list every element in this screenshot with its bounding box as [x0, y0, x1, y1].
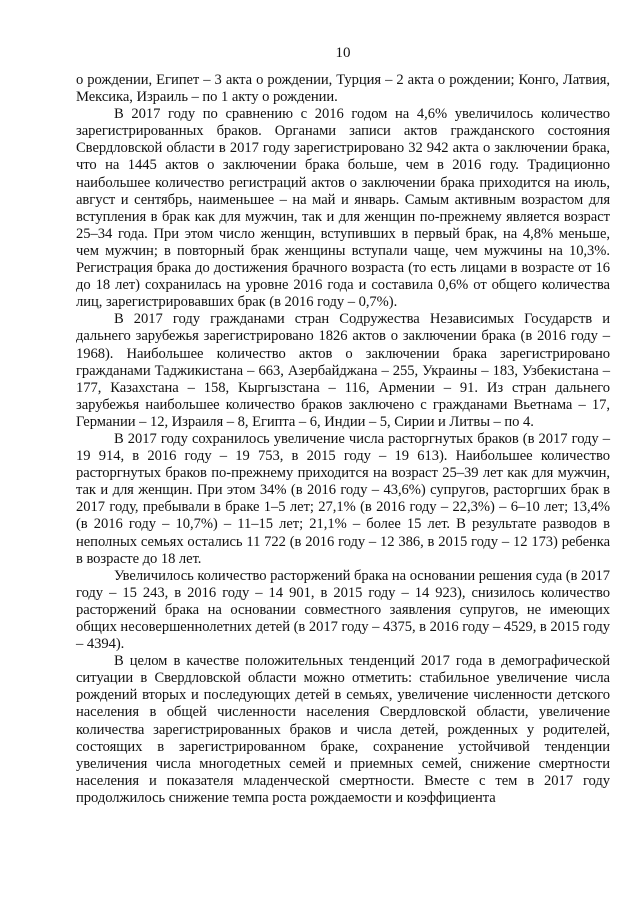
paragraph-continuation: о рождении, Египет – 3 акта о рождении, Турция – 2 акта о рождении; Конго, Латвия, Мексика, Израиль – по 1 акту о рождении. [76, 72, 610, 106]
paragraph-marriages-2017: В 2017 году по сравнению с 2016 годом на 4,6% увеличилось количество зарегистрированных браков. Органами записи актов гражданского состояния Свердловской области в 2017 году зарегистрировано 32 942 акта о заключении брака, что на 1445 актов о заключении брака больше, чем в 2016 году. Традиционно наибольшее количество регистраций актов о заключении брака приходится на июль, август и сентябрь, наименьшее – на май и январь. Самым активным возрастом для вступления в брак как для мужчин, так и для женщин по-прежнему является возраст 25–34 года. При этом число женщин, вступивших в первый брак, на 4,8% меньше, чем мужчин; в повторный брак женщины вступали чаще, чем мужчины на 10,3%. Регистрация брака до достижения брачного возраста (то есть лицами в возрасте от 16 до 18 лет) сохранилась на уровне 2016 года и составила 0,6% от общего количества лиц, зарегистрировавших брак (в 2016 году – 0,7%). [76, 106, 610, 311]
paragraph-foreign-marriages: В 2017 году гражданами стран Содружества Независимых Государств и дальнего зарубежья зарегистрировано 1826 актов о заключении брака (в 2016 году – 1968). Наибольшее количество актов о заключении брака зарегистрировано гражданами Таджикистана – 663, Азербайджана – 255, Украины – 183, Узбекистана – 177, Казахстана – 158, Кыргызстана – 116, Армении – 91. Из стран дальнего зарубежья наибольшее количество браков заключено с гражданами Вьетнама – 17, Германии – 12, Израиля – 8, Египта – 6, Индии – 5, Сирии и Литвы – по 4. [76, 311, 610, 430]
paragraph-divorces: В 2017 году сохранилось увеличение числа расторгнутых браков (в 2017 году – 19 914, в 2016 году – 19 753, в 2015 году – 19 613). Наибольшее количество расторгнутых браков по-прежнему приходится на возраст 25–39 лет как для мужчин, так и для женщин. При этом 34% (в 2016 году – 43,6%) супругов, расторгших брак в 2017 году, пребывали в браке 1–5 лет; 27,1% (в 2016 году – 22,3%) – 6–10 лет; 13,4% (в 2016 году – 10,7%) – 11–15 лет; 21,1% – более 15 лет. В результате разводов в неполных семьях остались 11 722 (в 2016 году – 12 386, в 2015 году – 12 173) ребенка в возрасте до 18 лет. [76, 430, 610, 567]
paragraph-court-divorces: Увеличилось количество расторжений брака на основании решения суда (в 2017 году – 15 243, в 2016 году – 14 901, в 2015 году – 14 923), снизилось количество расторжений брака на основании совместного заявления супругов, не имеющих общих несовершеннолетних детей (в 2017 году – 4375, в 2016 году – 4529, в 2015 году – 4394). [76, 567, 610, 653]
page-number: 10 [335, 45, 351, 61]
paragraph-positive-trends: В целом в качестве положительных тенденций 2017 года в демографической ситуации в Свердловской области можно отметить: стабильное увеличение числа рождений вторых и последующих детей в семьях, увеличение численности детского населения в общей численности населения Свердловской области, увеличение количества зарегистрированных браков и числа детей, рожденных у родителей, состоящих в зарегистрированном браке, сохранение устойчивой тенденции увеличения числа многодетных семей и приемных семей, снижение смертности населения и показателя младенческой смертности. Вместе с тем в 2017 году продолжилось снижение темпа роста рождаемости и коэффициента [76, 653, 610, 806]
